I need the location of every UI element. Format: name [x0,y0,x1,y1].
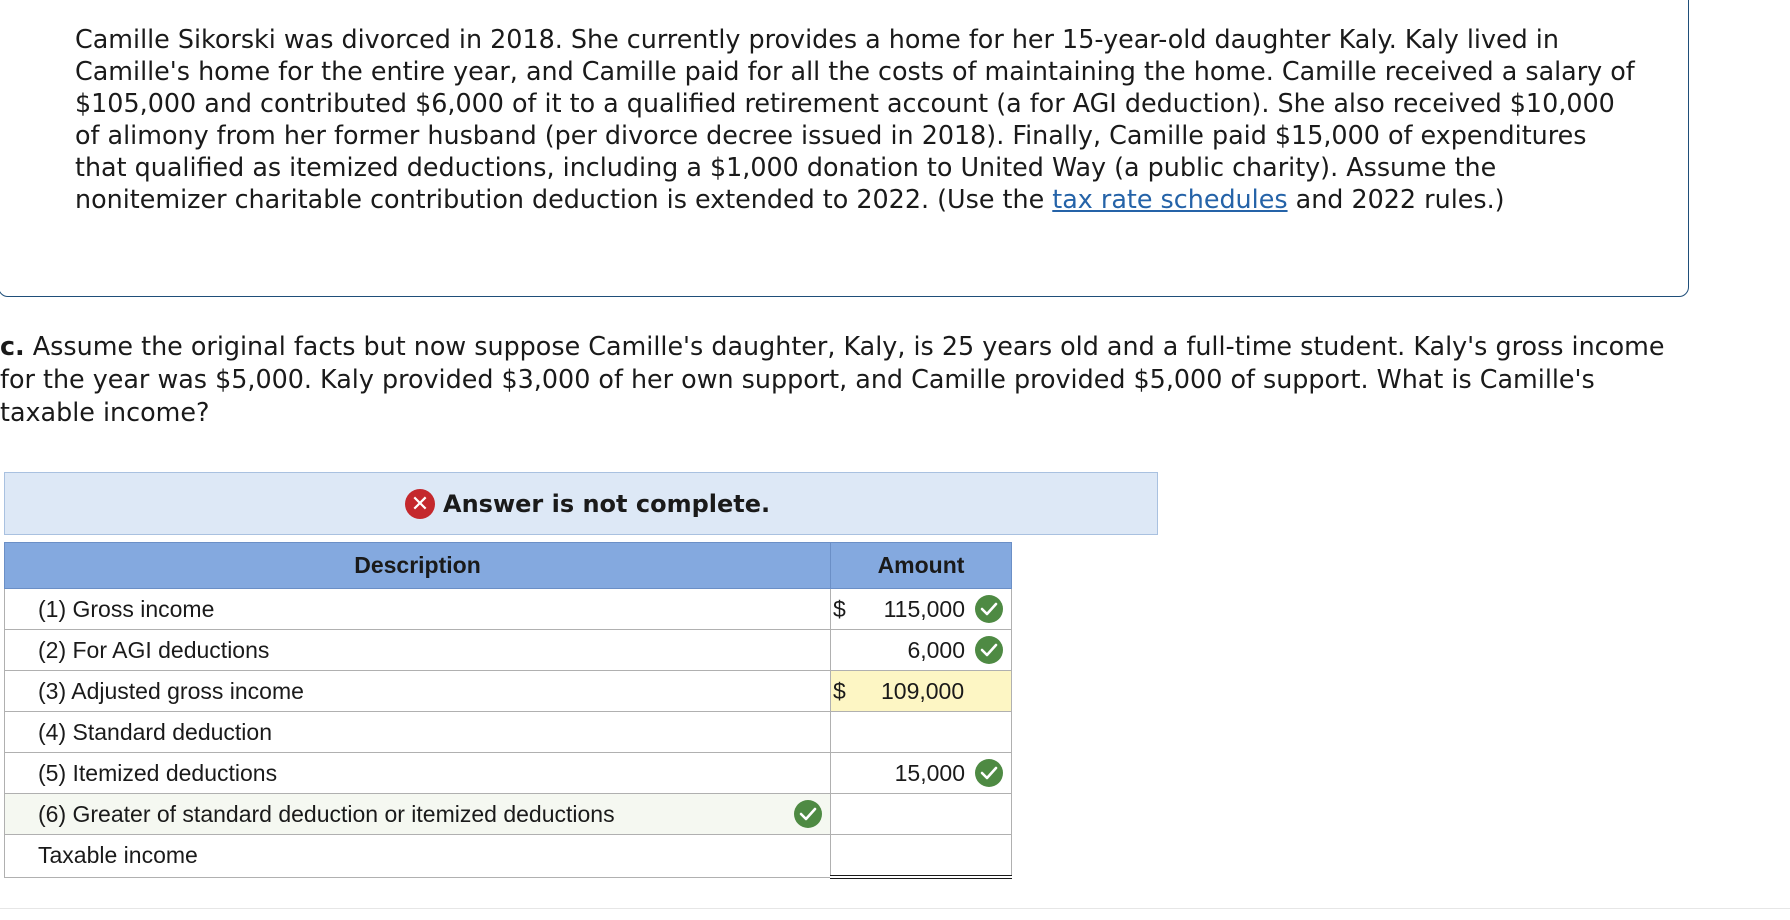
problem-text-end: and 2022 rules.) [1287,184,1505,214]
problem-statement [75,23,1635,215]
amount-value: 6,000 [907,637,965,663]
question-c [0,330,1680,429]
amount-input[interactable] [831,712,1012,753]
row-description: (1) Gross income [5,589,831,630]
table-row [5,712,1012,753]
table-row [5,753,1012,794]
check-icon [975,595,1003,623]
amount-input[interactable] [831,835,1012,878]
tax-rate-schedules-link[interactable]: tax rate schedules [1052,184,1288,214]
info-box [0,0,1689,297]
row-description: (6) Greater of standard deduction or itemized deductions [38,800,615,827]
divider [0,908,1790,909]
table-row [5,589,1012,630]
amount-header: Amount [831,543,1012,589]
row-description: (5) Itemized deductions [5,753,831,794]
answer-status-text: Answer is not complete. [443,490,771,518]
amount-value: 109,000 [881,678,965,704]
error-x-icon: ✕ [405,489,435,519]
description-header: Description [5,543,831,589]
check-icon [975,636,1003,664]
table-row [5,671,1012,712]
dollar-sign: $ [833,596,846,622]
amount-input[interactable] [831,589,1012,630]
table-row [5,835,1012,878]
row-description: Taxable income [5,835,831,878]
table-row [5,630,1012,671]
amount-value: 115,000 [883,596,965,622]
dollar-sign: $ [833,678,846,704]
check-icon [794,800,822,828]
row-description-select[interactable] [5,794,831,835]
table-row [5,794,1012,835]
answer-status-banner [4,472,1158,535]
row-description: (4) Standard deduction [5,712,831,753]
taxable-income-table [4,542,1012,879]
question-label: c. [0,331,25,361]
check-icon [975,759,1003,787]
amount-input[interactable] [831,671,1012,712]
problem-text: Camille Sikorski was divorced in 2018. She currently provides a home for her 15-year-old daughter Kaly. Kaly lived in Camille's home for the entire year, and Camille paid for all the costs of maintaining the home. Camille received a salary of $105,000 and contributed $6,000 of it to a qualified retirement account (a for AGI deduction). She also received $10,000 of alimony from her former husband (per divorce decree issued in 2018). Finally, Camille paid $15,000 of expenditures that qualified as itemized deductions, including a $1,000 donation to United Way (a public charity). Assume the nonitemizer charitable contribution deduction is extended to 2022. (Use the [75,24,1635,214]
amount-input[interactable] [831,630,1012,671]
amount-input[interactable] [831,753,1012,794]
amount-input[interactable] [831,794,1012,835]
question-text: Assume the original facts but now suppose Camille's daughter, Kaly, is 25 years old and a full-time student. Kaly's gross income for the year was $5,000. Kaly provided $3,000 of her own support, and Camille provided $5,000 of support. What is Camille's taxable income? [0,331,1665,427]
row-description: (3) Adjusted gross income [5,671,831,712]
amount-value: 15,000 [894,760,965,786]
row-description: (2) For AGI deductions [5,630,831,671]
